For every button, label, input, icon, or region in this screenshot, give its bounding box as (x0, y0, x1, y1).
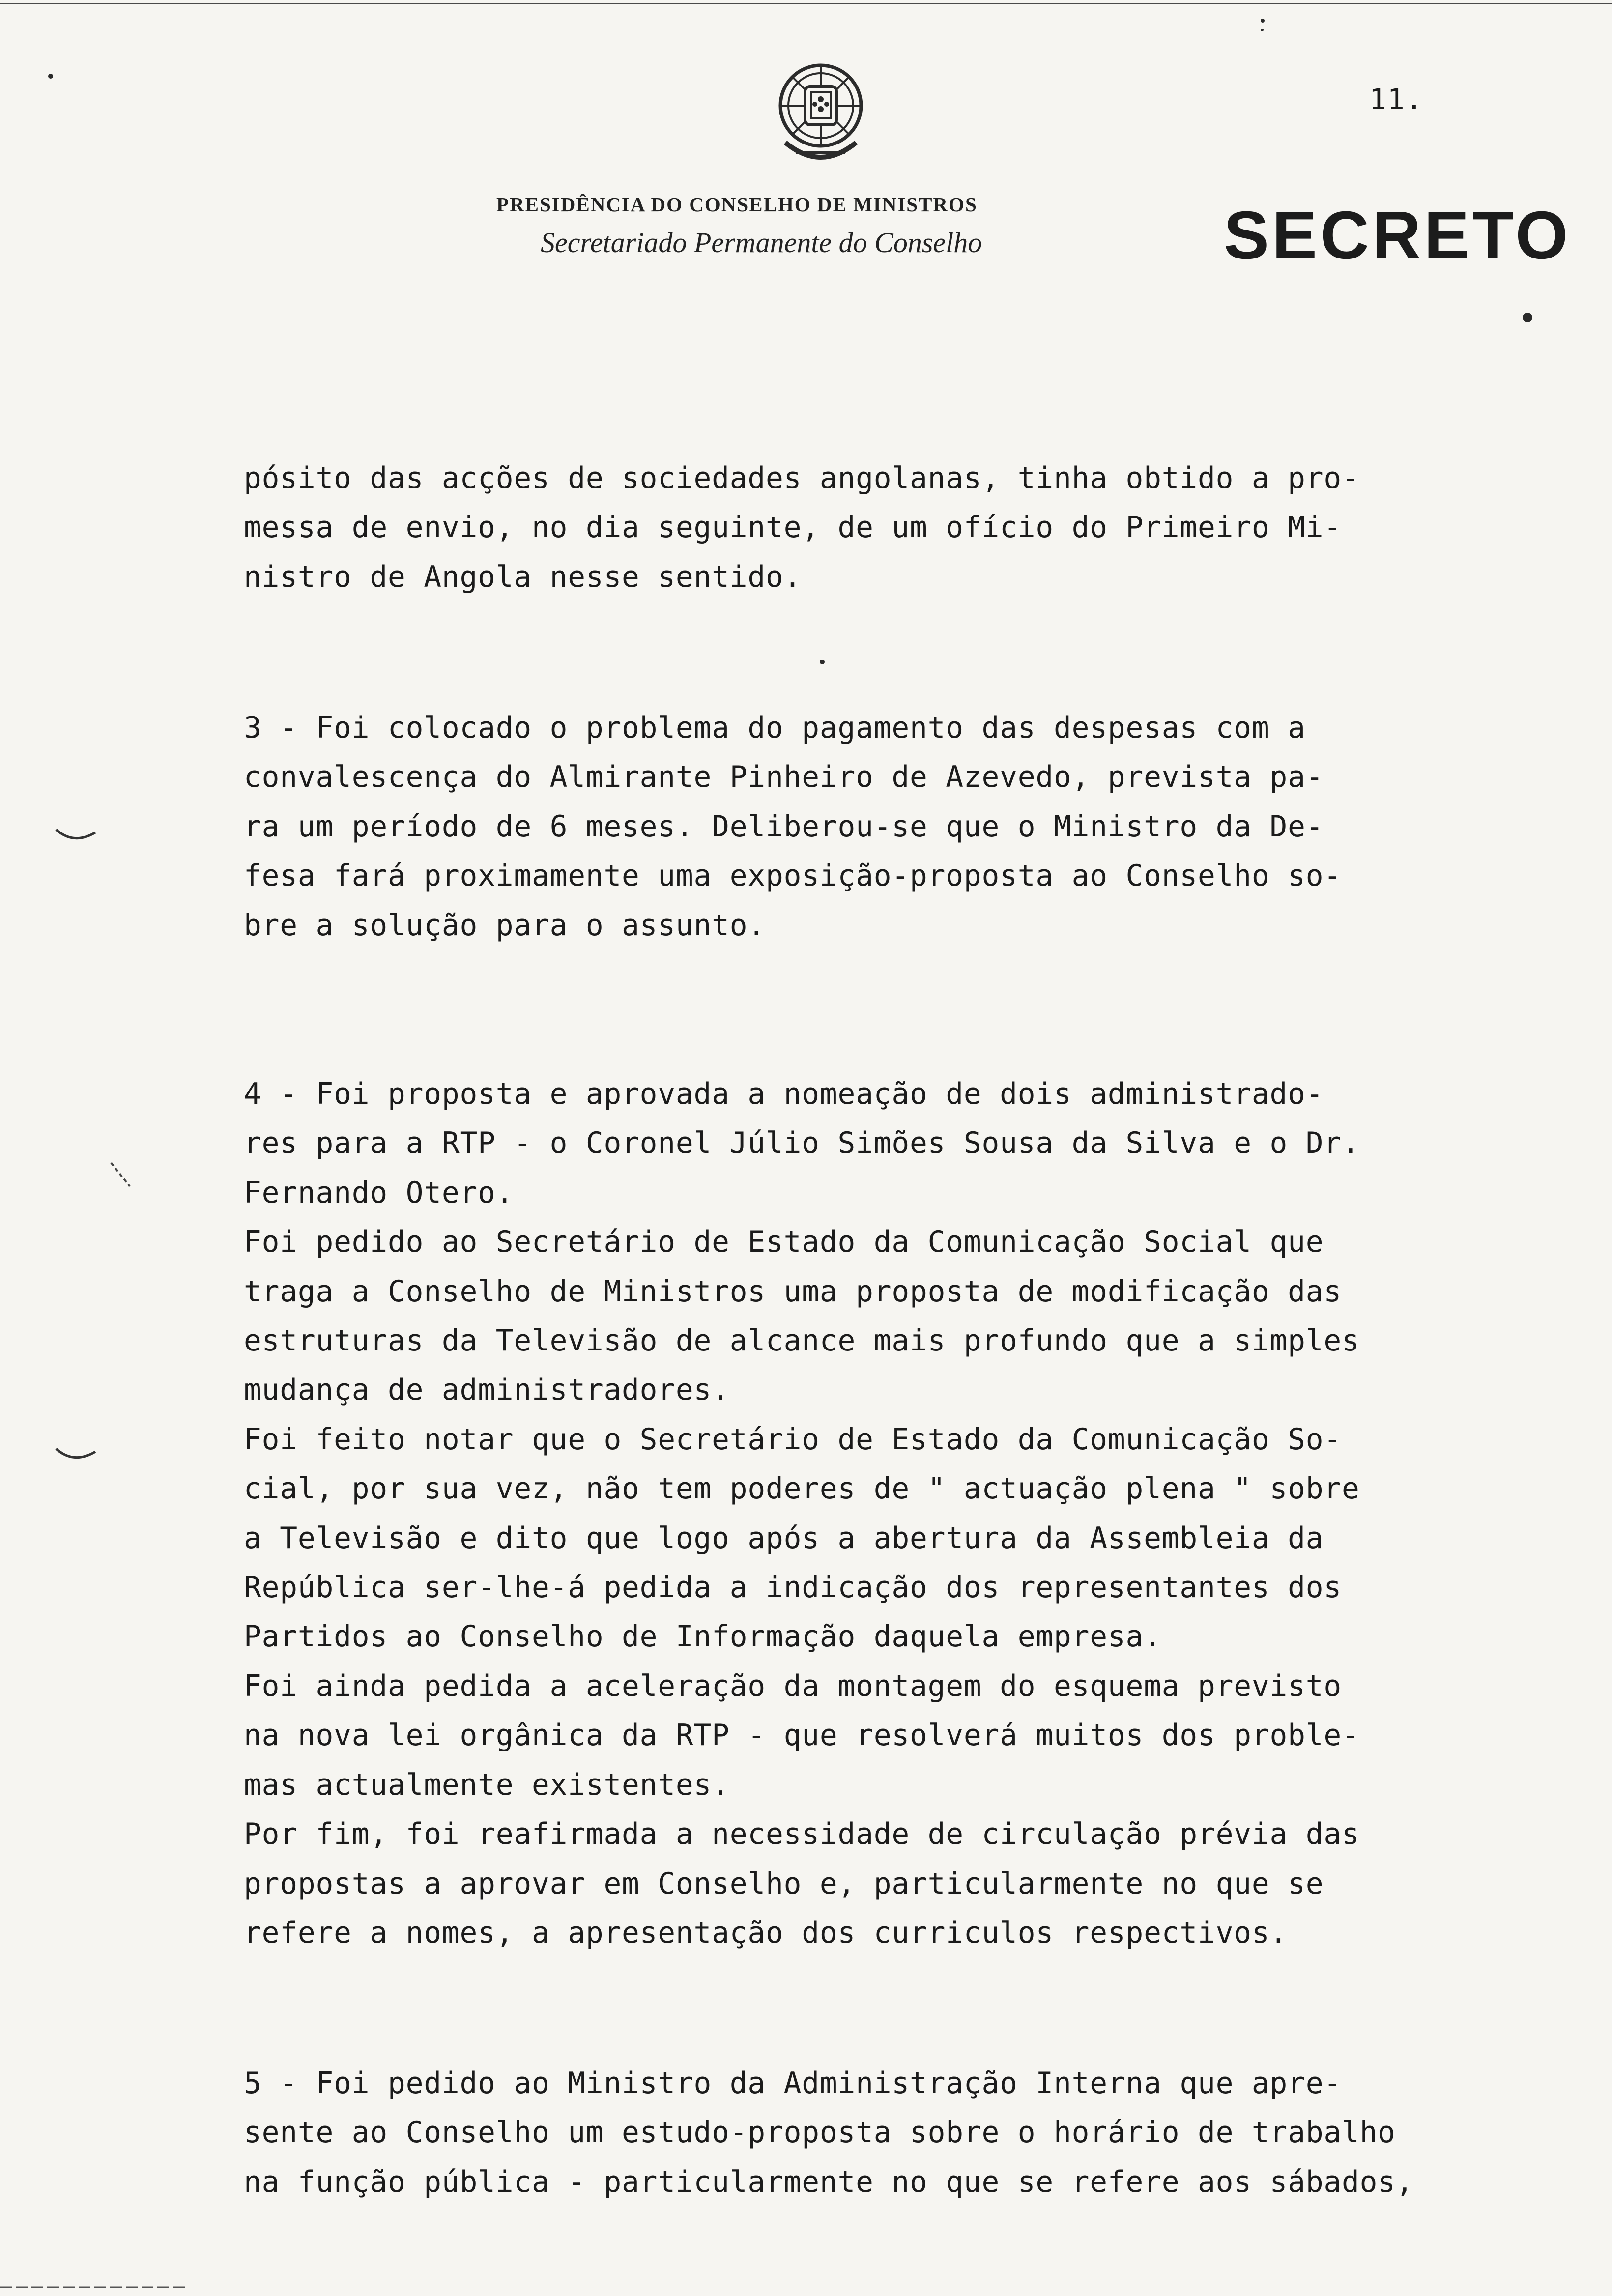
text-line: a Televisão e dito que logo após a abertura da Assembleia da (244, 1521, 1324, 1555)
text-line: Foi ainda pedida a aceleração da montagem do esquema previsto (244, 1669, 1342, 1703)
text-line: 4 - Foi proposta e aprovada a nomeação de dois administrado- (244, 1077, 1324, 1111)
coat-of-arms-emblem (767, 54, 875, 172)
scan-dot (1523, 313, 1532, 322)
margin-punch-mark (54, 826, 98, 850)
margin-tick-mark (108, 1160, 133, 1189)
text-line: propostas a aprovar em Conselho e, particularmente no que se (244, 1866, 1324, 1901)
text-line: fesa fará proximamente uma exposição-proposta ao Conselho so- (244, 859, 1342, 893)
text-line: Fernando Otero. (244, 1176, 514, 1210)
text-line: Partidos ao Conselho de Informação daquela empresa. (244, 1620, 1162, 1654)
text-line: mas actualmente existentes. (244, 1768, 730, 1802)
classification-stamp: SECRETO (1224, 198, 1571, 273)
margin-punch-mark (54, 1445, 98, 1469)
portuguese-coat-of-arms-icon (767, 54, 875, 172)
text-line: na função pública - particularmente no que se refere aos sábados, (244, 2165, 1414, 2199)
text-line: sente ao Conselho um estudo-proposta sobre o horário de trabalho (244, 2116, 1396, 2150)
text-line: res para a RTP - o Coronel Júlio Simões Sousa da Silva e o Dr. (244, 1126, 1360, 1161)
paragraph-item-5 (244, 2059, 1502, 2207)
text-line: República ser-lhe-á pedida a indicação dos representantes dos (244, 1571, 1342, 1605)
paragraph-item-3 (244, 704, 1502, 950)
text-line: Foi pedido ao Secretário de Estado da Comunicação Social que (244, 1225, 1324, 1260)
text-line: cial, por sua vez, não tem poderes de " actuação plena " sobre (244, 1472, 1360, 1506)
text-line: refere a nomes, a apresentação dos curriculos respectivos. (244, 1916, 1288, 1950)
text-line: nistro de Angola nesse sentido. (244, 560, 802, 594)
text-line: mudança de administradores. (244, 1373, 730, 1407)
text-line: traga a Conselho de Ministros uma proposta de modificação das (244, 1274, 1342, 1309)
text-line: convalescença do Almirante Pinheiro de Azevedo, prevista pa- (244, 760, 1324, 795)
page-number: 11. (1369, 83, 1424, 116)
text-line: estruturas da Televisão de alcance mais profundo que a simples (244, 1324, 1360, 1358)
top-rule (0, 3, 1612, 4)
text-line: 5 - Foi pedido ao Ministro da Administração Interna que apre- (244, 2066, 1342, 2100)
text-line: Foi feito notar que o Secretário de Estado da Comunicação So- (244, 1422, 1342, 1457)
text-line: messa de envio, no dia seguinte, de um ofício do Primeiro Mi- (244, 511, 1342, 545)
office-name: Secretariado Permanente do Conselho (541, 227, 982, 258)
paragraph-item-4 (244, 1070, 1502, 1958)
scan-dot (820, 660, 825, 664)
scan-dot (1261, 19, 1265, 23)
text-line: na nova lei orgânica da RTP - que resolverá muitos dos proble- (244, 1719, 1360, 1753)
text-line: ra um período de 6 meses. Deliberou-se que o Ministro da De- (244, 809, 1324, 844)
scan-dot (1261, 29, 1264, 31)
text-line: Por fim, foi reafirmada a necessidade de circulação prévia das (244, 1817, 1360, 1852)
text-line: pósito das acções de sociedades angolanas, tinha obtido a pro- (244, 461, 1360, 495)
scan-dot (48, 74, 53, 79)
bottom-scan-rule (0, 2284, 187, 2290)
paragraph-continuation (244, 454, 1502, 602)
institution-name: PRESIDÊNCIA DO CONSELHO DE MINISTROS (496, 193, 978, 216)
text-line: 3 - Foi colocado o problema do pagamento das despesas com a (244, 711, 1306, 745)
text-line: bre a solução para o assunto. (244, 908, 766, 943)
